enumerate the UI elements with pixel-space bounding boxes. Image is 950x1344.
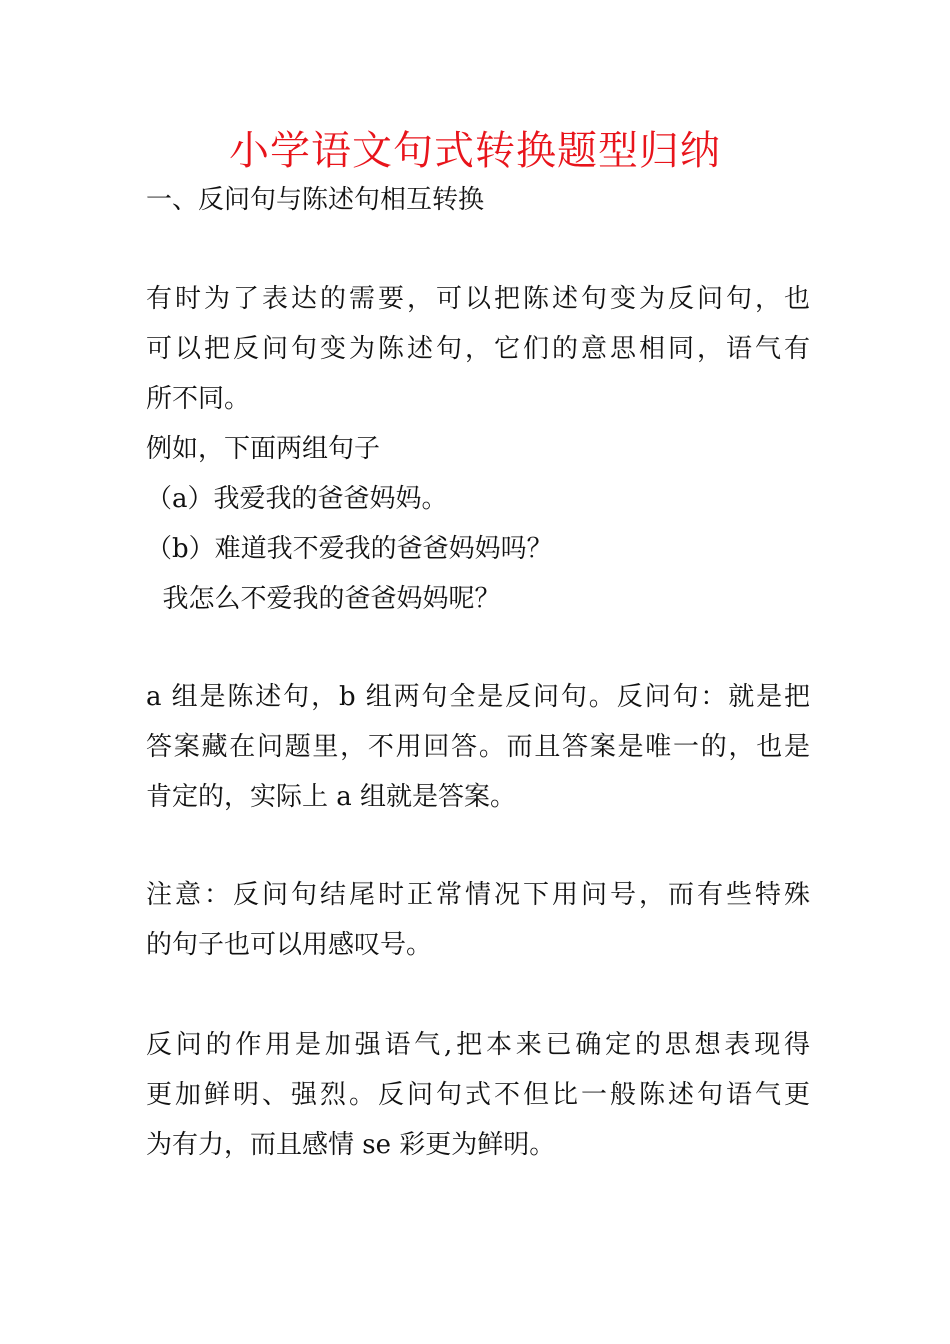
paragraph-line: 有时为了表达的需要，可以把陈述句变为反问句，也 bbox=[146, 284, 810, 314]
paragraph-function bbox=[146, 1020, 810, 1170]
paragraph-line: 答案藏在问题里，不用回答。而且答案是唯一的，也是 bbox=[146, 732, 810, 762]
paragraph-explanation bbox=[146, 672, 810, 822]
paragraph-line: 肯定的，实际上 a 组就是答案。 bbox=[146, 782, 517, 812]
paragraph-line: 反问的作用是加强语气,把本来已确定的思想表现得 bbox=[146, 1030, 810, 1060]
example-intro: 例如，下面两组句子 bbox=[146, 434, 381, 464]
paragraph-line: a 组是陈述句，b 组两句全是反问句。反问句：就是把 bbox=[146, 682, 810, 712]
paragraph-line: 的句子也可以用感叹号。 bbox=[146, 930, 433, 960]
example-b: （b）难道我不爱我的爸爸妈妈吗？ bbox=[146, 534, 553, 564]
paragraph-line: 可以把反问句变为陈述句，它们的意思相同，语气有 bbox=[146, 334, 810, 364]
example-a: （a）我爱我的爸爸妈妈。 bbox=[146, 484, 448, 514]
paragraph-line: 更加鲜明、强烈。反问句式不但比一般陈述句语气更 bbox=[146, 1080, 810, 1110]
paragraph-line: 为有力，而且感情 se 彩更为鲜明。 bbox=[146, 1130, 556, 1160]
document-title: 小学语文句式转换题型归纳 bbox=[229, 128, 721, 174]
paragraph-line: 所不同。 bbox=[146, 384, 251, 414]
paragraph-intro bbox=[146, 274, 810, 424]
section-heading: 一、反问句与陈述句相互转换 bbox=[146, 185, 485, 215]
example-b-second: 我怎么不爱我的爸爸妈妈呢？ bbox=[146, 584, 501, 614]
paragraph-line: 注意：反问句结尾时正常情况下用问号，而有些特殊 bbox=[146, 880, 810, 910]
example-list bbox=[146, 424, 810, 624]
paragraph-note bbox=[146, 870, 810, 970]
